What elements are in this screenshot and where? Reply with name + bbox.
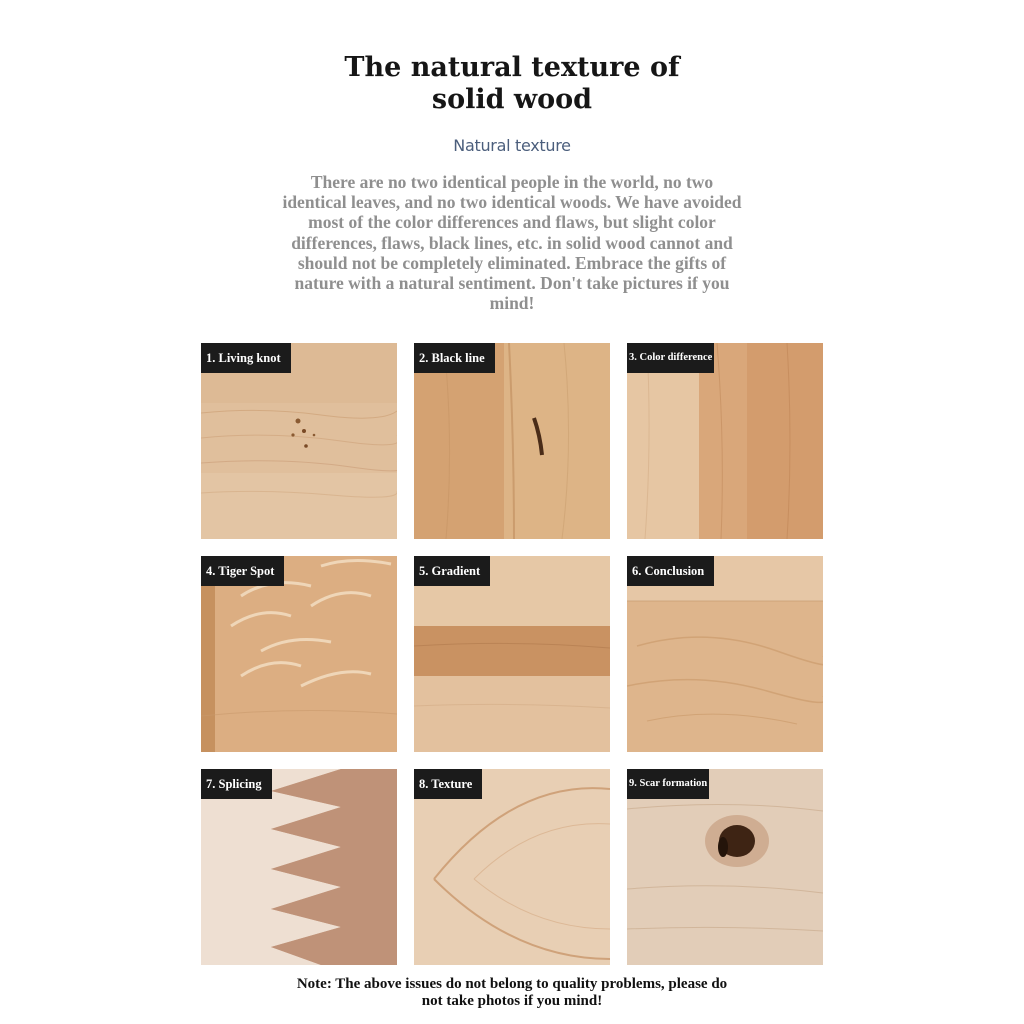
page-title-line-1: The natural texture of bbox=[344, 52, 680, 83]
footer-note-line-2: not take photos if you mind! bbox=[421, 993, 603, 1009]
tile-scar-formation bbox=[627, 769, 823, 965]
tile-living-knot bbox=[201, 343, 397, 539]
tile-texture bbox=[414, 769, 610, 965]
tile-label: 6. Conclusion bbox=[627, 556, 714, 586]
tile-label: 4. Tiger Spot bbox=[201, 556, 284, 586]
footer-note bbox=[232, 976, 792, 1010]
tile-black-line bbox=[414, 343, 610, 539]
tile-splicing bbox=[201, 769, 397, 965]
page-title-line-2: solid wood bbox=[431, 84, 593, 115]
footer-note-line-1: Note: The above issues do not belong to quality problems, please do bbox=[296, 976, 728, 992]
page-title bbox=[262, 52, 762, 116]
tile-color-difference bbox=[627, 343, 823, 539]
tile-label: 1. Living knot bbox=[201, 343, 291, 373]
tile-label: 2. Black line bbox=[414, 343, 495, 373]
tile-label: 7. Splicing bbox=[201, 769, 272, 799]
tile-gradient bbox=[414, 556, 610, 752]
tile-tiger-spot bbox=[201, 556, 397, 752]
subtitle: Natural texture bbox=[453, 136, 571, 155]
tile-label: 5. Gradient bbox=[414, 556, 490, 586]
tile-label: 8. Texture bbox=[414, 769, 482, 799]
tile-conclusion bbox=[627, 556, 823, 752]
tile-label: 9. Scar formation bbox=[627, 769, 709, 799]
wood-sample-grid bbox=[201, 343, 824, 965]
description-paragraph: There are no two identical people in the world, no two identical leaves, and no two identical woods. We have avoided most of the color differences and flaws, but slight color differences, flaws, black lines, etc. in solid wood cannot and should not be completely eliminated. Embrace the gifts of nature with a natural sentiment. Don't take pictures if you mind! bbox=[282, 172, 742, 314]
tile-label: 3. Color difference bbox=[627, 343, 714, 373]
